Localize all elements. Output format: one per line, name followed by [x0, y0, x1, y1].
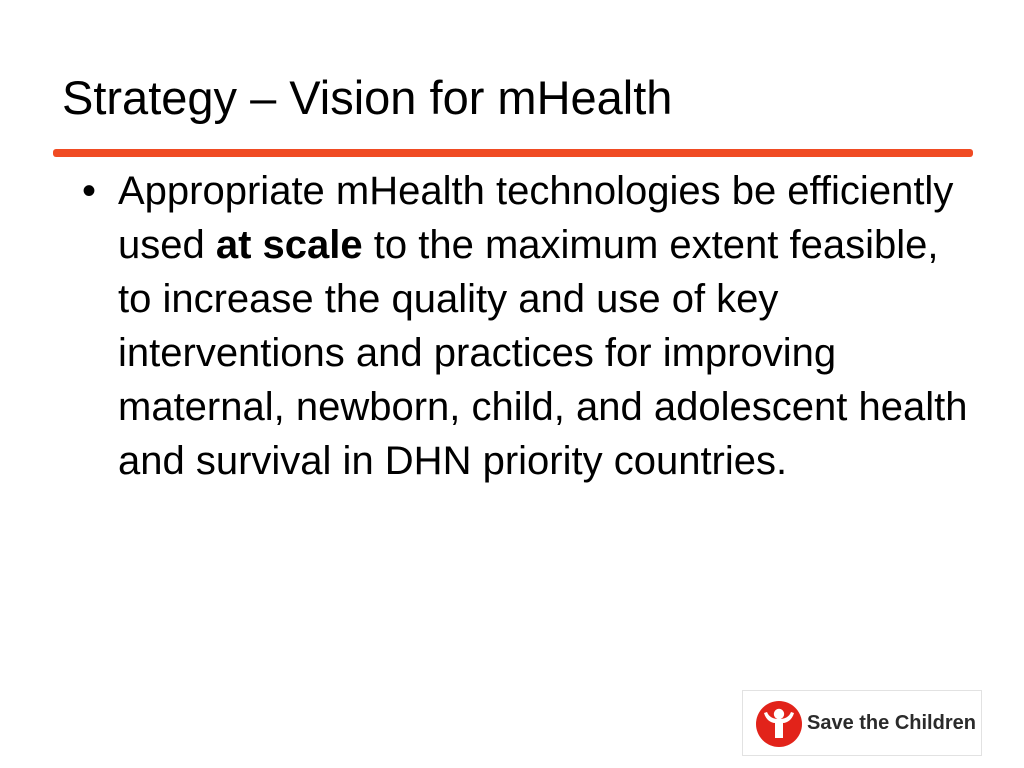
- bullet-text-start: Appropriate mHealth technologies be efficiently used: [118, 169, 954, 267]
- bullet-marker: •: [82, 169, 97, 213]
- bullet-text-end: to the maximum extent feasible, to increase the quality and use of key interventions and practices for improving maternal, newborn, child, and adolescent health and survival in DHN priority countries.: [118, 223, 968, 483]
- bullet-item: [80, 164, 980, 488]
- save-the-children-logo: [742, 690, 982, 756]
- bullet-list: [80, 164, 980, 488]
- child-figure-icon: [755, 700, 803, 748]
- bullet-text-emphasis: at scale: [215, 223, 363, 267]
- logo-text: Save the Children: [807, 712, 976, 734]
- bullet-text: [118, 169, 967, 483]
- title-underline-rule: [53, 149, 973, 157]
- slide-title: Strategy – Vision for mHealth: [62, 71, 673, 124]
